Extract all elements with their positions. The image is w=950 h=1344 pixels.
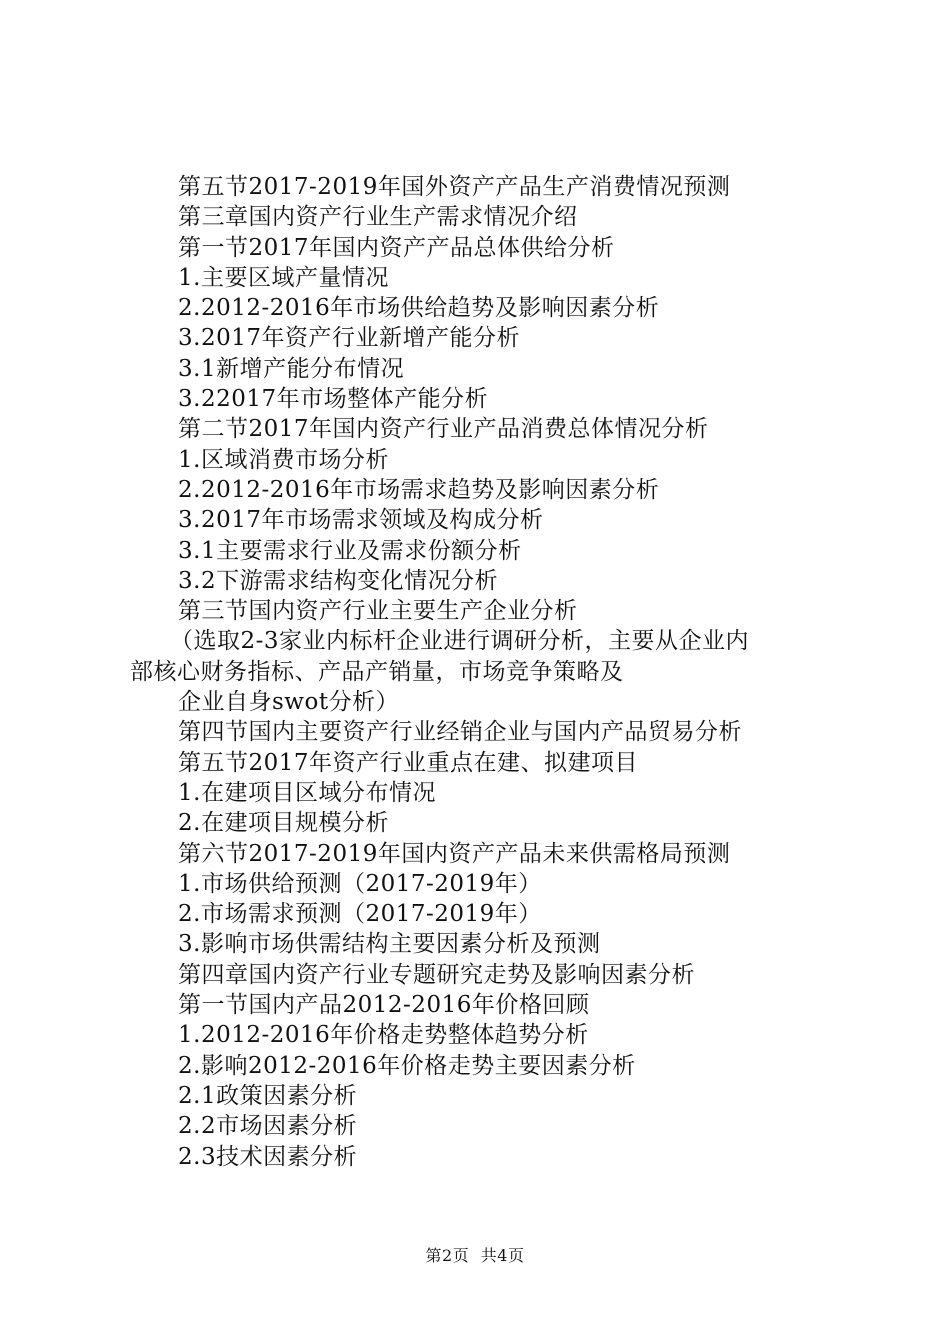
text-line: （选取2-3家业内标杆企业进行调研分析，主要从企业内	[170, 628, 750, 655]
chapter-heading: 第四章国内资产行业专题研究走势及影响因素分析	[178, 961, 695, 988]
text-line: 3.22017年市场整体产能分析	[178, 386, 489, 413]
text-line: 1.2012-2016年价格走势整体趋势分析	[178, 1022, 589, 1049]
text-line: 第一节国内产品2012-2016年价格回顾	[178, 992, 590, 1019]
text-line: 3.2017年资产行业新增产能分析	[178, 325, 520, 352]
text-line: 1.在建项目区域分布情况	[178, 779, 436, 806]
text-line: 3.2017年市场需求领域及构成分析	[178, 507, 544, 534]
text-line: 2.1政策因素分析	[178, 1082, 358, 1109]
text-line: 2.2012-2016年市场供给趋势及影响因素分析	[178, 295, 660, 322]
text-line: 2.2市场因素分析	[178, 1113, 358, 1140]
text-line: 1.区域消费市场分析	[178, 446, 389, 473]
text-line: 2.在建项目规模分析	[178, 810, 389, 837]
document-body	[130, 172, 850, 1172]
text-line: 1.主要区域产量情况	[178, 264, 389, 291]
page-number: 第2页	[425, 1246, 470, 1265]
text-line: 2.市场需求预测（2017-2019年）	[178, 901, 542, 928]
text-line: 第三节国内资产行业主要生产企业分析	[178, 598, 578, 625]
page-total: 共4页	[480, 1246, 525, 1265]
text-line: 第五节2017年资产行业重点在建、拟建项目	[178, 749, 639, 776]
chapter-heading: 第三章国内资产行业生产需求情况介绍	[178, 204, 578, 231]
text-line: 部核心财务指标、产品产销量，市场竞争策略及	[130, 658, 624, 685]
text-line: 第二节2017年国内资产行业产品消费总体情况分析	[178, 416, 709, 443]
text-line: 3.影响市场供需结构主要因素分析及预测	[178, 931, 601, 958]
text-line: 2.2012-2016年市场需求趋势及影响因素分析	[178, 476, 660, 503]
text-line: 3.1新增产能分布情况	[178, 355, 405, 382]
text-line: 3.1主要需求行业及需求份额分析	[178, 537, 522, 564]
text-line: 企业自身swot分析）	[178, 689, 400, 716]
text-line: 2.3技术因素分析	[178, 1143, 358, 1170]
page-footer	[0, 1243, 950, 1266]
text-line: 第四节国内主要资产行业经销企业与国内产品贸易分析	[178, 719, 742, 746]
text-line: 3.2下游需求结构变化情况分析	[178, 567, 499, 594]
text-line: 2.影响2012-2016年价格走势主要因素分析	[178, 1052, 636, 1079]
text-line: 1.市场供给预测（2017-2019年）	[178, 870, 542, 897]
text-line: 第六节2017-2019年国内资产产品未来供需格局预测	[178, 840, 731, 867]
text-line: 第一节2017年国内资产产品总体供给分析	[178, 234, 615, 261]
text-line: 第五节2017-2019年国外资产产品生产消费情况预测	[178, 174, 731, 200]
